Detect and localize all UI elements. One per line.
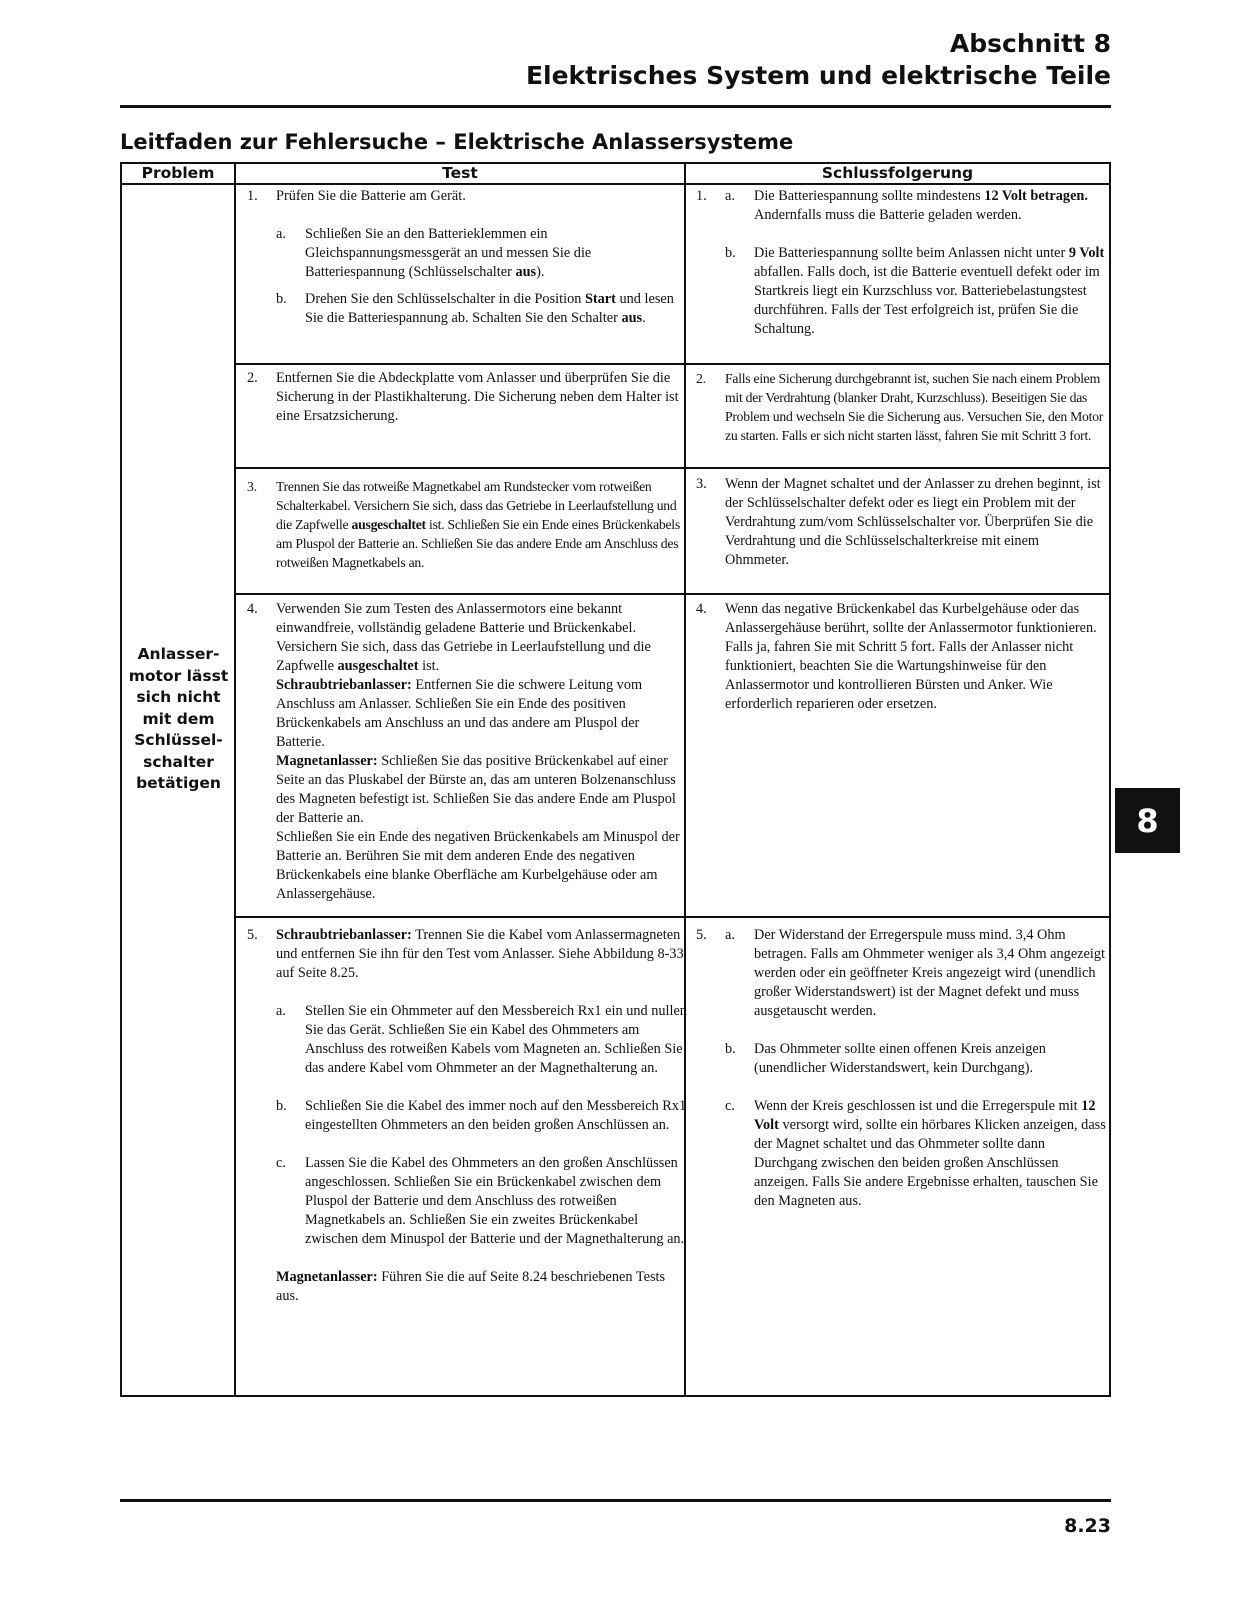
step-number: 2.	[696, 371, 706, 386]
substep	[276, 1002, 689, 1078]
step-text: Magnetanlasser: Schließen Sie das positive Brückenkabel auf einer Seite an das Pluskabel der Bürste an, das am unteren Bolzenanschluss des Magneten befestigt ist. Schließen Sie das andere Ende am Pluspol der Batterie an.	[276, 753, 676, 826]
step-text: Entfernen Sie die Abdeckplatte vom Anlasser und überprüfen Sie die Sicherung in der Plastikhalterung. Die Sicherung neben dem Halter ist eine Ersatzsicherung.	[276, 370, 679, 424]
test-step	[247, 600, 689, 904]
substep-letter: a.	[725, 927, 735, 943]
substep-text: Schließen Sie an den Batterieklemmen ein Gleichspannungsmessgerät an und messen Sie die Batteriespannung (Schlüsselschalter aus).	[305, 226, 592, 280]
conclusion-step	[696, 475, 1106, 570]
substep-text: Das Ohmmeter sollte einen offenen Kreis anzeigen (unendlicher Widerstandswert, kein Durchgang).	[754, 1041, 1046, 1076]
conclusion-step	[696, 926, 1106, 1211]
substep	[725, 926, 1106, 1021]
conclusion-step	[696, 600, 1106, 714]
step-number: 1.	[696, 188, 707, 204]
substep	[725, 187, 1106, 225]
section-number: Abschnitt 8	[949, 29, 1111, 58]
substep-letter: b.	[276, 291, 287, 307]
substep	[725, 244, 1106, 339]
step-text: Wenn der Magnet schaltet und der Anlasser zu drehen beginnt, ist der Schlüsselschalter defekt oder es liegt ein Problem mit der Verdrahtung zum/vom Schlüsselschalter vor. Überprüfen Sie die Verdrahtung und die Schlüsselschalterkreise mit einem Ohmmeter.	[725, 476, 1101, 568]
row-divider	[235, 593, 1111, 595]
conclusion-cell-3	[696, 475, 1106, 570]
substep	[276, 1154, 689, 1249]
substep-text: Lassen Sie die Kabel des Ohmmeters an den großen Anschlüssen angeschlossen. Schließen Sie ein Brückenkabel zwischen dem Pluspol der Batterie und dem Anschluss des rotweißen Magnetkabels an. Schließen Sie ein zweites Brückenkabel zwischen dem Minuspol der Batterie und der Magnethalterung an.	[305, 1155, 685, 1247]
substep-text: Die Batteriespannung sollte beim Anlassen nicht unter 9 Volt abfallen. Falls doch, ist die Batterie eventuell defekt oder im Startkreis liegt ein Kurzschluss vor. Batteriebelastungstest durchführen. Falls der Test erfolgreich ist, prüfen Sie die Schaltung.	[754, 245, 1105, 337]
conclusion-cell-4	[696, 600, 1106, 714]
problem-line: Anlasser-	[137, 645, 220, 663]
step-number: 4.	[696, 601, 707, 617]
substep-letter: c.	[276, 1155, 286, 1171]
page-header	[526, 28, 1111, 92]
column-header-problem: Problem	[141, 164, 215, 182]
step-text: Schließen Sie ein Ende des negativen Brückenkabels am Minuspol der Batterie an. Berühren Sie mit dem anderen Ende des negativen Brückenkabels eine blanke Oberfläche am Kurbelgehäuse oder am Anlassergehäuse.	[276, 829, 680, 902]
substep-text: Wenn der Kreis geschlossen ist und die Erregerspule mit 12 Volt versorgt wird, sollte ein hörbares Klicken anzeigen, dass der Magnet schaltet und das Ohmmeter sollte dann Durchgang zwischen den beiden großen Anschlüssen anzeigen. Falls Sie andere Ergebnisse erhalten, tauschen Sie den Magneten aus.	[754, 1098, 1106, 1209]
chapter-tab-number: 8	[1136, 801, 1159, 840]
problem-line: sich nicht	[136, 688, 221, 706]
substep-letter: a.	[725, 188, 735, 204]
step-text: Schraubtriebanlasser: Entfernen Sie die schwere Leitung vom Anschluss am Anlasser. Schließen Sie ein Ende des positiven Brückenkabels am Anschluss an und das andere am Pluspol der Batterie.	[276, 677, 643, 750]
problem-line: motor lässt	[128, 666, 229, 685]
conclusion-cell-1	[696, 187, 1106, 339]
substep-letter: b.	[276, 1098, 287, 1114]
column-header-test: Test	[442, 164, 478, 182]
substep	[725, 1040, 1106, 1078]
chapter-tab	[1115, 788, 1180, 853]
substep-text: Drehen Sie den Schlüsselschalter in die Position Start und lesen Sie die Batteriespannung ab. Schalten Sie den Schalter aus.	[305, 291, 674, 326]
step-number: 5.	[696, 927, 707, 943]
conclusion-cell-5	[696, 926, 1106, 1211]
step-text: Trennen Sie das rotweiße Magnetkabel am Rundstecker vom rotweißen Schalterkabel. Versichern Sie sich, dass das Getriebe in Leerlaufstellung und die Zapfwelle ausgeschaltet ist. Schließen Sie ein Ende eines Brückenkabels am Pluspol der Batterie an. Schließen Sie das andere Ende am Anschluss des rotweißen Magnetkabels an.	[276, 479, 680, 570]
header-row-divider	[120, 183, 1111, 185]
step-number: 3.	[247, 479, 257, 494]
step-text: Verwenden Sie zum Testen des Anlassermotors eine bekannt einwandfreie, vollständig geladene Batterie und Brückenkabel. Versichern Sie sich, dass das Getriebe in Leerlaufstellung und die Zapfwelle ausgeschaltet ist.	[276, 601, 651, 674]
row-divider	[235, 363, 1111, 365]
test-cell-3	[247, 477, 689, 572]
substep-letter: c.	[725, 1098, 735, 1114]
step-number: 1.	[247, 188, 258, 204]
step-text: Wenn das negative Brückenkabel das Kurbelgehäuse oder das Anlassergehäuse berührt, sollte der Anlassermotor funktionieren. Falls ja, fahren Sie mit Schritt 5 fort. Falls der Anlasser nicht funktioniert, beachten Sie die Wartungshinweise für den Anlassermotor und kontrollieren Bürsten und Anker. Wie erforderlich reparieren oder ersetzen.	[725, 601, 1097, 712]
row-divider	[235, 467, 1111, 469]
substep-text: Schließen Sie die Kabel des immer noch auf den Messbereich Rx1 eingestellten Ohmmeters an den beiden großen Anschlüssen an.	[305, 1098, 687, 1133]
conclusion-step	[696, 369, 1106, 445]
substep	[276, 290, 689, 328]
conclusion-step	[696, 187, 1106, 339]
header-rule	[120, 105, 1111, 108]
test-step	[247, 477, 689, 572]
test-cell-4	[247, 600, 689, 904]
problem-line: Schlüssel-	[134, 731, 223, 749]
substep-letter: b.	[725, 245, 736, 261]
substep-text: Stellen Sie ein Ohmmeter auf den Messbereich Rx1 ein und nullen Sie das Gerät. Schließen Sie ein Kabel des Ohmmeters am Anschluss des rotweißen Kabels vom Magneten an. Schließen Sie das andere Kabel vom Ohmmeter an der Magnethalterung an.	[305, 1003, 687, 1076]
substep-letter: a.	[276, 1003, 286, 1019]
troubleshooting-table	[120, 162, 1111, 1397]
problem-line: mit dem	[142, 709, 215, 728]
step-text: Prüfen Sie die Batterie am Gerät.	[276, 188, 466, 204]
test-step	[247, 187, 689, 328]
substep	[276, 225, 689, 282]
step-number: 3.	[696, 476, 707, 492]
step-number: 5.	[247, 927, 258, 943]
page-number: 8.23	[1064, 1515, 1111, 1537]
test-cell-5	[247, 926, 689, 1306]
row-divider	[235, 916, 1111, 918]
test-step	[247, 369, 689, 426]
substep-text: Die Batteriespannung sollte mindestens 12 Volt betragen. Andernfalls muss die Batterie geladen werden.	[754, 188, 1088, 223]
substep-text: Der Widerstand der Erregerspule muss mind. 3,4 Ohm betragen. Falls am Ohmmeter weniger als 3,4 Ohm angezeigt werden oder ein geöffneter Kreis angezeigt wird (unendlich großer Widerstandswert) ist der Magnet defekt und muss ausgetauscht werden.	[754, 927, 1105, 1019]
section-title: Elektrisches System und elektrische Teile	[525, 61, 1111, 90]
problem-line: betätigen	[136, 774, 221, 792]
substep	[276, 1097, 689, 1135]
substep-letter: a.	[276, 226, 286, 242]
problem-line: schalter	[143, 752, 214, 771]
step-text: Magnetanlasser: Führen Sie die auf Seite 8.24 beschriebenen Tests aus.	[276, 1269, 666, 1304]
test-cell-2	[247, 369, 689, 426]
problem-cell	[122, 644, 235, 795]
step-number: 2.	[247, 370, 258, 386]
conclusion-cell-2	[696, 369, 1106, 445]
step-text: Falls eine Sicherung durchgebrannt ist, suchen Sie nach einem Problem mit der Verdrahtung (blanker Draht, Kurzschluss). Beseitigen Sie das Problem und wechseln Sie die Sicherung aus. Versuchen Sie, den Motor zu starten. Falls er sich nicht starten lässt, fahren Sie mit Schritt 3 fort.	[725, 371, 1104, 443]
substep	[725, 1097, 1106, 1211]
guide-title: Leitfaden zur Fehlersuche – Elektrische Anlassersysteme	[120, 130, 794, 154]
step-text: Schraubtriebanlasser: Trennen Sie die Kabel vom Anlassermagneten und entfernen Sie ihn für den Test vom Anlasser. Siehe Abbildung 8-33 auf Seite 8.25.	[276, 927, 684, 981]
substep-letter: b.	[725, 1041, 736, 1057]
step-number: 4.	[247, 601, 258, 617]
column-header-conclusion: Schlussfolgerung	[821, 164, 974, 182]
test-cell-1	[247, 187, 689, 328]
test-step	[247, 926, 689, 1306]
footer-rule	[120, 1499, 1111, 1502]
